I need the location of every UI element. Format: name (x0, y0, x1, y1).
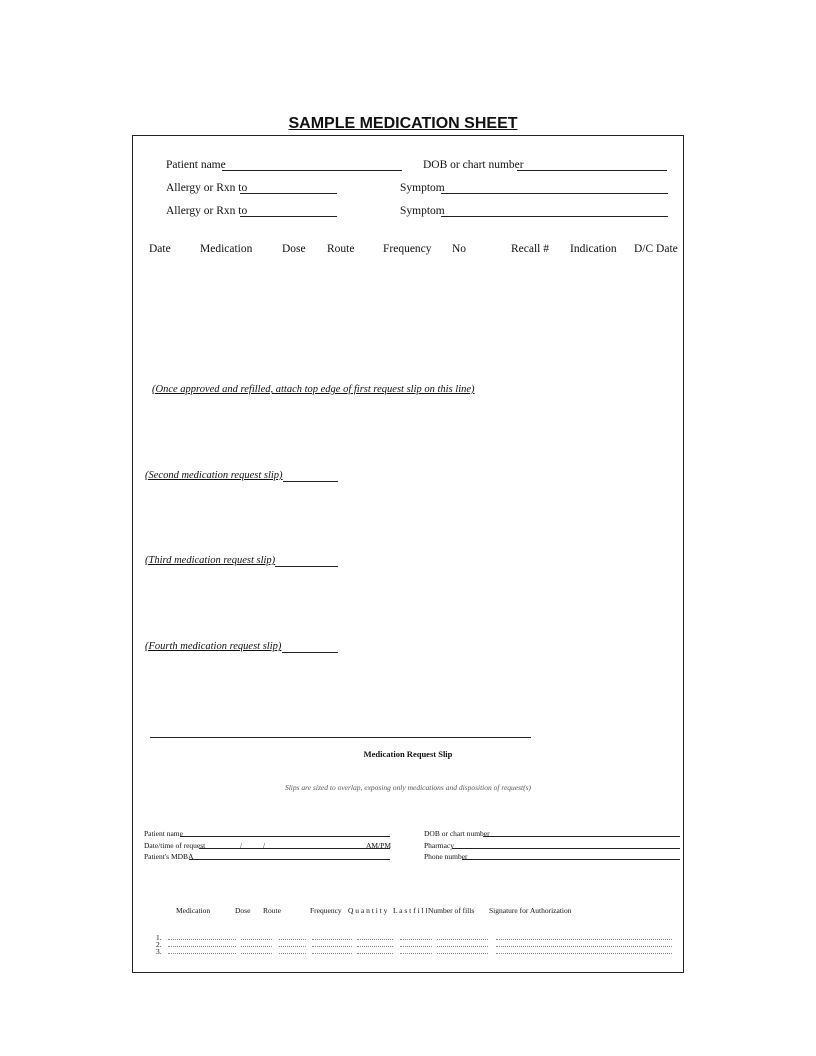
slip-ampm-label: AM/PM (366, 841, 392, 850)
allergy-label-2: Allergy or Rxn to (166, 205, 248, 217)
patient-name-field[interactable] (222, 170, 402, 171)
col-medication: Medication (200, 243, 253, 255)
dob-field[interactable] (517, 170, 667, 171)
slip-subtitle: Slips are sized to overlap, exposing only medications and disposition of request(s) (284, 783, 532, 792)
slip-entry-line[interactable] (437, 953, 488, 954)
slip-dob-label: DOB or chart number (424, 829, 490, 838)
slip-entry-line[interactable] (168, 939, 236, 940)
slip-patient-name-label: Patient name (144, 829, 183, 838)
symptom-label-2: Symptom (400, 205, 445, 217)
fourth-slip-line (282, 652, 338, 653)
slip-entry-line[interactable] (496, 953, 672, 954)
first-slip-note: (Once approved and refilled, attach top edge of first request slip on this line) (152, 384, 475, 395)
allergy-field-2[interactable] (240, 216, 337, 217)
col-dose: Dose (282, 243, 306, 255)
slip-entry-line[interactable] (279, 939, 306, 940)
slip-entry-line[interactable] (241, 939, 272, 940)
col-no: No (452, 243, 467, 255)
col-indication: Indication (570, 243, 617, 255)
col-recall: Recall # (511, 243, 549, 255)
slip-entry-line[interactable] (168, 946, 236, 947)
slip-col-last-fill: L a s t f i l l (393, 906, 428, 915)
slip-pharmacy-field[interactable] (452, 848, 680, 849)
slip-entry-line[interactable] (312, 946, 352, 947)
allergy-label-1: Allergy or Rxn to (166, 182, 248, 194)
slip-entry-line[interactable] (312, 953, 352, 954)
slip-entry-line[interactable] (312, 939, 352, 940)
slip-entry-line[interactable] (168, 953, 236, 954)
dob-label: DOB or chart number (423, 159, 524, 171)
slip-row-number: 1. (156, 933, 162, 942)
third-slip-line (275, 566, 338, 567)
slip-entry-line[interactable] (279, 953, 306, 954)
page-title: SAMPLE MEDICATION SHEET (288, 115, 518, 132)
slip-entry-line[interactable] (496, 946, 672, 947)
col-dc-date: D/C Date (634, 243, 678, 255)
slip-col-number-of-fills: Number of fills (428, 906, 475, 915)
slip-entry-line[interactable] (241, 946, 272, 947)
slip-title: Medication Request Slip (363, 749, 453, 759)
symptom-field-1[interactable] (441, 193, 668, 194)
slip-col-quantity: Q u a n t i t y (348, 906, 388, 915)
slip-entry-line[interactable] (437, 939, 488, 940)
slip-entry-line[interactable] (241, 953, 272, 954)
slip-dob-field[interactable] (483, 836, 680, 837)
slip-phone-label: Phone number (424, 852, 468, 861)
slip-row-number: 3. (156, 947, 162, 956)
slip-phone-field[interactable] (462, 859, 680, 860)
slip-entry-line[interactable] (437, 946, 488, 947)
slip-entry-line[interactable] (400, 939, 432, 940)
fourth-slip-note: (Fourth medication request slip) (145, 641, 282, 652)
slip-top-line (150, 737, 531, 738)
third-slip-note: (Third medication request slip) (145, 555, 276, 566)
slip-entry-line[interactable] (357, 939, 393, 940)
slip-entry-line[interactable] (279, 946, 306, 947)
col-route: Route (327, 243, 355, 255)
patient-name-label: Patient name (166, 159, 226, 171)
slip-col-route: Route (263, 906, 281, 915)
slip-entry-line[interactable] (357, 946, 393, 947)
slip-col-dose: Dose (235, 906, 251, 915)
slip-date-slash-2: / (263, 841, 266, 850)
slip-pharmacy-label: Pharmacy (424, 841, 454, 850)
slip-col-frequency: Frequency (310, 906, 342, 915)
slip-date-time-field[interactable] (199, 848, 390, 849)
second-slip-note: (Second medication request slip) (145, 470, 283, 481)
second-slip-line (283, 481, 338, 482)
slip-entry-line[interactable] (400, 953, 432, 954)
col-date: Date (149, 243, 171, 255)
symptom-label-1: Symptom (400, 182, 445, 194)
symptom-field-2[interactable] (441, 216, 668, 217)
slip-row-number: 2. (156, 940, 162, 949)
slip-date-slash-1: / (240, 841, 243, 850)
col-frequency: Frequency (383, 243, 432, 255)
slip-mdba-label: Patient's MDBA (144, 852, 194, 861)
slip-col-medication: Medication (176, 906, 211, 915)
slip-col-signature: Signature for Authorization (489, 906, 572, 915)
slip-entry-line[interactable] (400, 946, 432, 947)
slip-entry-line[interactable] (357, 953, 393, 954)
slip-entry-line[interactable] (496, 939, 672, 940)
allergy-field-1[interactable] (240, 193, 337, 194)
slip-patient-name-field[interactable] (180, 836, 390, 837)
slip-mdba-field[interactable] (189, 859, 390, 860)
slip-date-time-label: Date/time of request (144, 841, 206, 850)
